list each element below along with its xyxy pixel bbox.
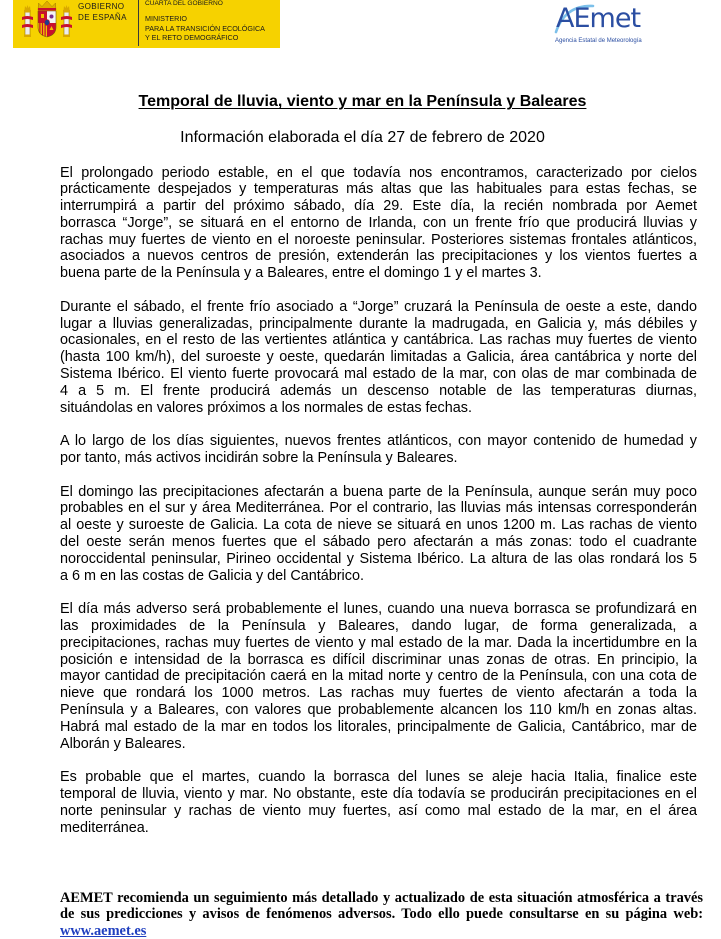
header-divider [138,0,139,46]
aemet-logo: AEmet [556,3,641,34]
paragraph-line: nieve que rondará los 1000 metros. Las rachas muy fuertes de viento afectarán a toda la [60,685,697,702]
paragraph-line: situándolas en valores próximos a los normales de estas fechas. [60,399,472,416]
government-line-2: DE ESPAÑA [78,12,127,22]
ministry-line-2: PARA LA TRANSICIÓN ECOLÓGICA [145,23,265,33]
paragraph-6 [60,769,697,836]
paragraph-line: norte peninsular y rachas de viento muy fuertes, así como mal estado de la mar, en el área [60,802,697,819]
aemet-website-link[interactable]: www.aemet.es [60,922,147,939]
paragraph-line: asociados a nuevos centros de presión, extenderán las precipitaciones y los vientos fuertes a [60,248,697,265]
paragraph-line: temporal de lluvia, viento y mar. No obstante, este día todavía se producirán precipitaciones en el [60,785,697,802]
government-line-1: GOBIERNO [78,2,125,11]
paragraph-line: al oeste y suroeste de Galicia. La cota de nieve se situará en unos 1200 m. Las rachas de viento [60,517,697,534]
vicepresidency-name: CUARTA DEL GOBIERNO [145,0,223,7]
paragraph-4 [60,484,697,585]
paragraph-line: noroccidental peninsular, Pirineo occidental y Sistema Ibérico. La altura de las olas rondará los 5 [60,550,697,567]
paragraph-line: buena parte de la Península y a Baleares, entre el domingo 1 y el martes 3. [60,265,542,282]
government-name [78,2,127,23]
aemet-agency-name: Agencia Estatal de Meteorología [555,38,642,44]
paragraph-line: rachas muy fuertes de viento en el noroeste peninsular. Posteriores sistemas frontales atlánticos, [60,231,697,248]
paragraph-5 [60,601,697,752]
paragraph-line: probables en el sur y área Mediterránea. Por el contrario, las lluvias más intensas corresponderán [60,500,697,517]
footer-line: de sus predicciones y avisos de fenómenos adversos. Todo ello puede consultarse en su página web: [60,906,703,923]
government-header-band [13,0,280,48]
paragraph-line: ocasionales, en el resto de las vertientes atlántica y cantábrica. Las rachas muy fuertes de viento [60,332,697,349]
footer-line: AEMET recomienda un seguimiento más detallado y actualizado de esta situación atmosférica a través [60,889,703,906]
paragraph-line: prácticamente despejados y temperaturas más altas que las habituales para estas fechas, se [60,181,697,198]
ministry-line-3: Y EL RETO DEMOGRÁFICO [145,33,239,43]
paragraph-line: Es probable que el martes, cuando la borrasca del lunes se aleje hacia Italia, finalice este [60,769,697,786]
document-body [60,165,697,854]
paragraph-2 [60,299,697,417]
paragraph-line: mediterránea. [60,819,149,836]
spain-coat-of-arms-icon [21,0,73,42]
paragraph-line: precipitaciones, rachas muy fuertes de viento y mal estado de la mar. Dada la incertidumbre en la [60,634,697,651]
paragraph-line: Durante el sábado, el frente frío asociado a “Jorge” cruzará la Península de oeste a este, dando [60,298,697,315]
paragraph-line: A lo largo de los días siguientes, nuevos frentes atlánticos, con mayor contenido de humedad y [60,433,697,450]
paragraph-1 [60,165,697,283]
paragraph-line: Habrá mal estado de la mar en todos los litorales, principalmente de Galicia, Cantábrico, mar de [60,718,697,735]
recommendation-footer [60,890,703,939]
paragraph-line: mayor cantidad de precipitación caerá en la mitad norte y centro de la Península, con una cota de [60,668,697,685]
paragraph-line: El día más adverso será probablemente el lunes, cuando una nueva borrasca se profundizará en [60,601,697,618]
paragraph-line: Sistema Ibérico. El viento fuerte provocará mal estado de la mar, con olas de mar combinada de [60,366,697,383]
ministry-line-1: MINISTERIO [145,14,187,23]
ministry-name [145,14,265,43]
paragraph-line: borrasca “Jorge”, se situará en el entorno de Irlanda, con un frente frío que producirá lluvias y [60,214,697,231]
paragraph-line: a 6 m en las costas de Galicia y del Cantábrico. [60,567,364,584]
paragraph-line: Alborán y Baleares. [60,735,186,752]
paragraph-line: (hasta 100 km/h), del suroeste y oeste, quedarán limitadas a Galicia, área cantábrica y norte del [60,349,697,366]
paragraph-line: posición e intensidad de la borrasca es difícil discriminar unas zonas de otras. En principio, la [60,651,697,668]
paragraph-line: 4 a 5 m. El frente producirá además un descenso notable de las temperaturas diurnas, [60,382,697,399]
document-title: Temporal de lluvia, viento y mar en la Península y Baleares [138,93,587,110]
paragraph-line: El domingo las precipitaciones afectarán a buena parte de la Península, aunque serán muy poco [60,483,697,500]
paragraph-line: por tanto, más activos incidirán sobre la Península y Baleares. [60,450,458,467]
paragraph-line: lugar a lluvias generalizadas, principalmente durante la madrugada, en Galicia y, más débiles y [60,315,697,332]
paragraph-line: Península y a Baleares, con valores que probablemente alcancen los 110 km/h en zonas altas. [60,702,697,718]
paragraph-line: El prolongado periodo estable, en el que todavía nos encontramos, caracterizado por cielos [60,164,697,181]
paragraph-line: interrumpirá a partir del próximo sábado, día 29. Este día, la recién nombrada por Aemet [60,198,697,215]
paragraph-line: las proximidades de la Península y Baleares, dando lugar, de forma generalizada, a [60,618,697,635]
document-date: Información elaborada el día 27 de febrero de 2020 [180,129,545,146]
paragraph-3 [60,433,697,467]
paragraph-line: del oeste serán menos fuertes que el sábado pero afectarán a más zonas: todo el cuadrante [60,534,697,551]
